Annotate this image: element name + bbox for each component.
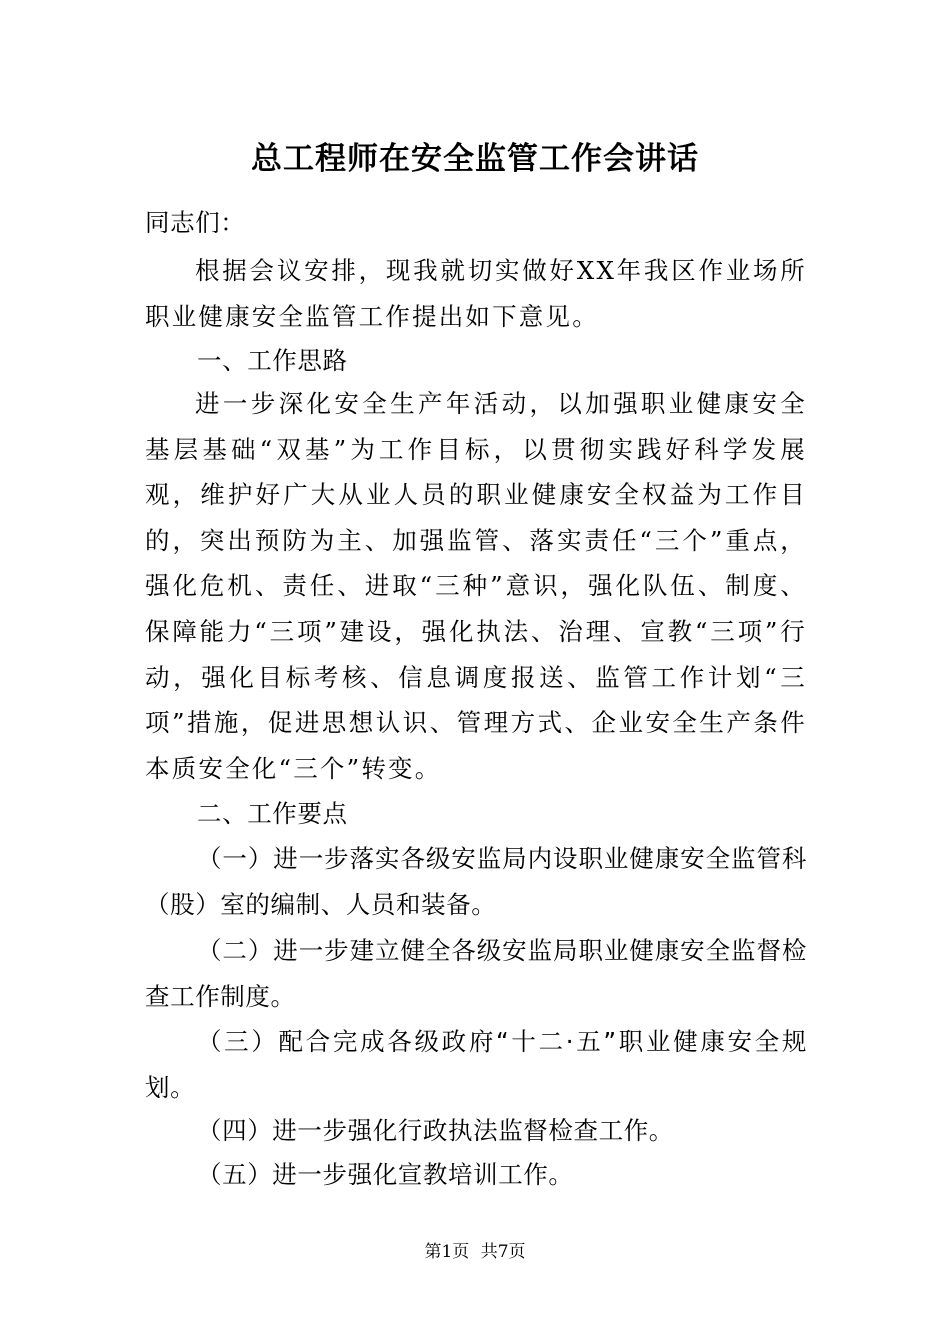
intro-paragraph: 根据会议安排，现我就切实做好XX年我区作业场所职业健康安全监管工作提出如下意见。 [145,256,807,331]
page-total: 共7页 [480,1242,526,1262]
page-number: 第1页 [424,1242,470,1262]
document-title: 总工程师在安全监管工作会讲话 [251,141,699,177]
section-heading-2: 二、工作要点 [197,799,348,828]
work-point-5: （五）进一步强化宣教培训工作。 [197,1160,574,1189]
work-point-4: （四）进一步强化行政执法监督检查工作。 [197,1116,674,1145]
page-footer [0,1240,950,1264]
salutation: 同志们： [145,208,246,237]
work-point-3: （三）配合完成各级政府“十二·五”职业健康安全规划。 [145,1027,807,1102]
work-point-2: （二）进一步建立健全各级安监局职业健康安全监督检查工作制度。 [145,936,807,1011]
work-point-1: （一）进一步落实各级安监局内设职业健康安全监管科（股）室的编制、人员和装备。 [145,844,807,919]
section-heading-1: 一、工作思路 [197,346,348,375]
section-body-1: 进一步深化安全生产年活动，以加强职业健康安全基层基础“双基”为工作目标，以贯彻实践好科学发展观，维护好广大从业人员的职业健康安全权益为工作目的，突出预防为主、加强监管、落实责任“三个”重点，强化危机、责任、进取“三种”意识，强化队伍、制度、保障能力“三项”建设，强化执法、治理、宣教“三项”行动，强化目标考核、信息调度报送、监管工作计划“三项”措施，促进思想认识、管理方式、企业安全生产条件本质安全化“三个”转变。 [145,389,807,783]
